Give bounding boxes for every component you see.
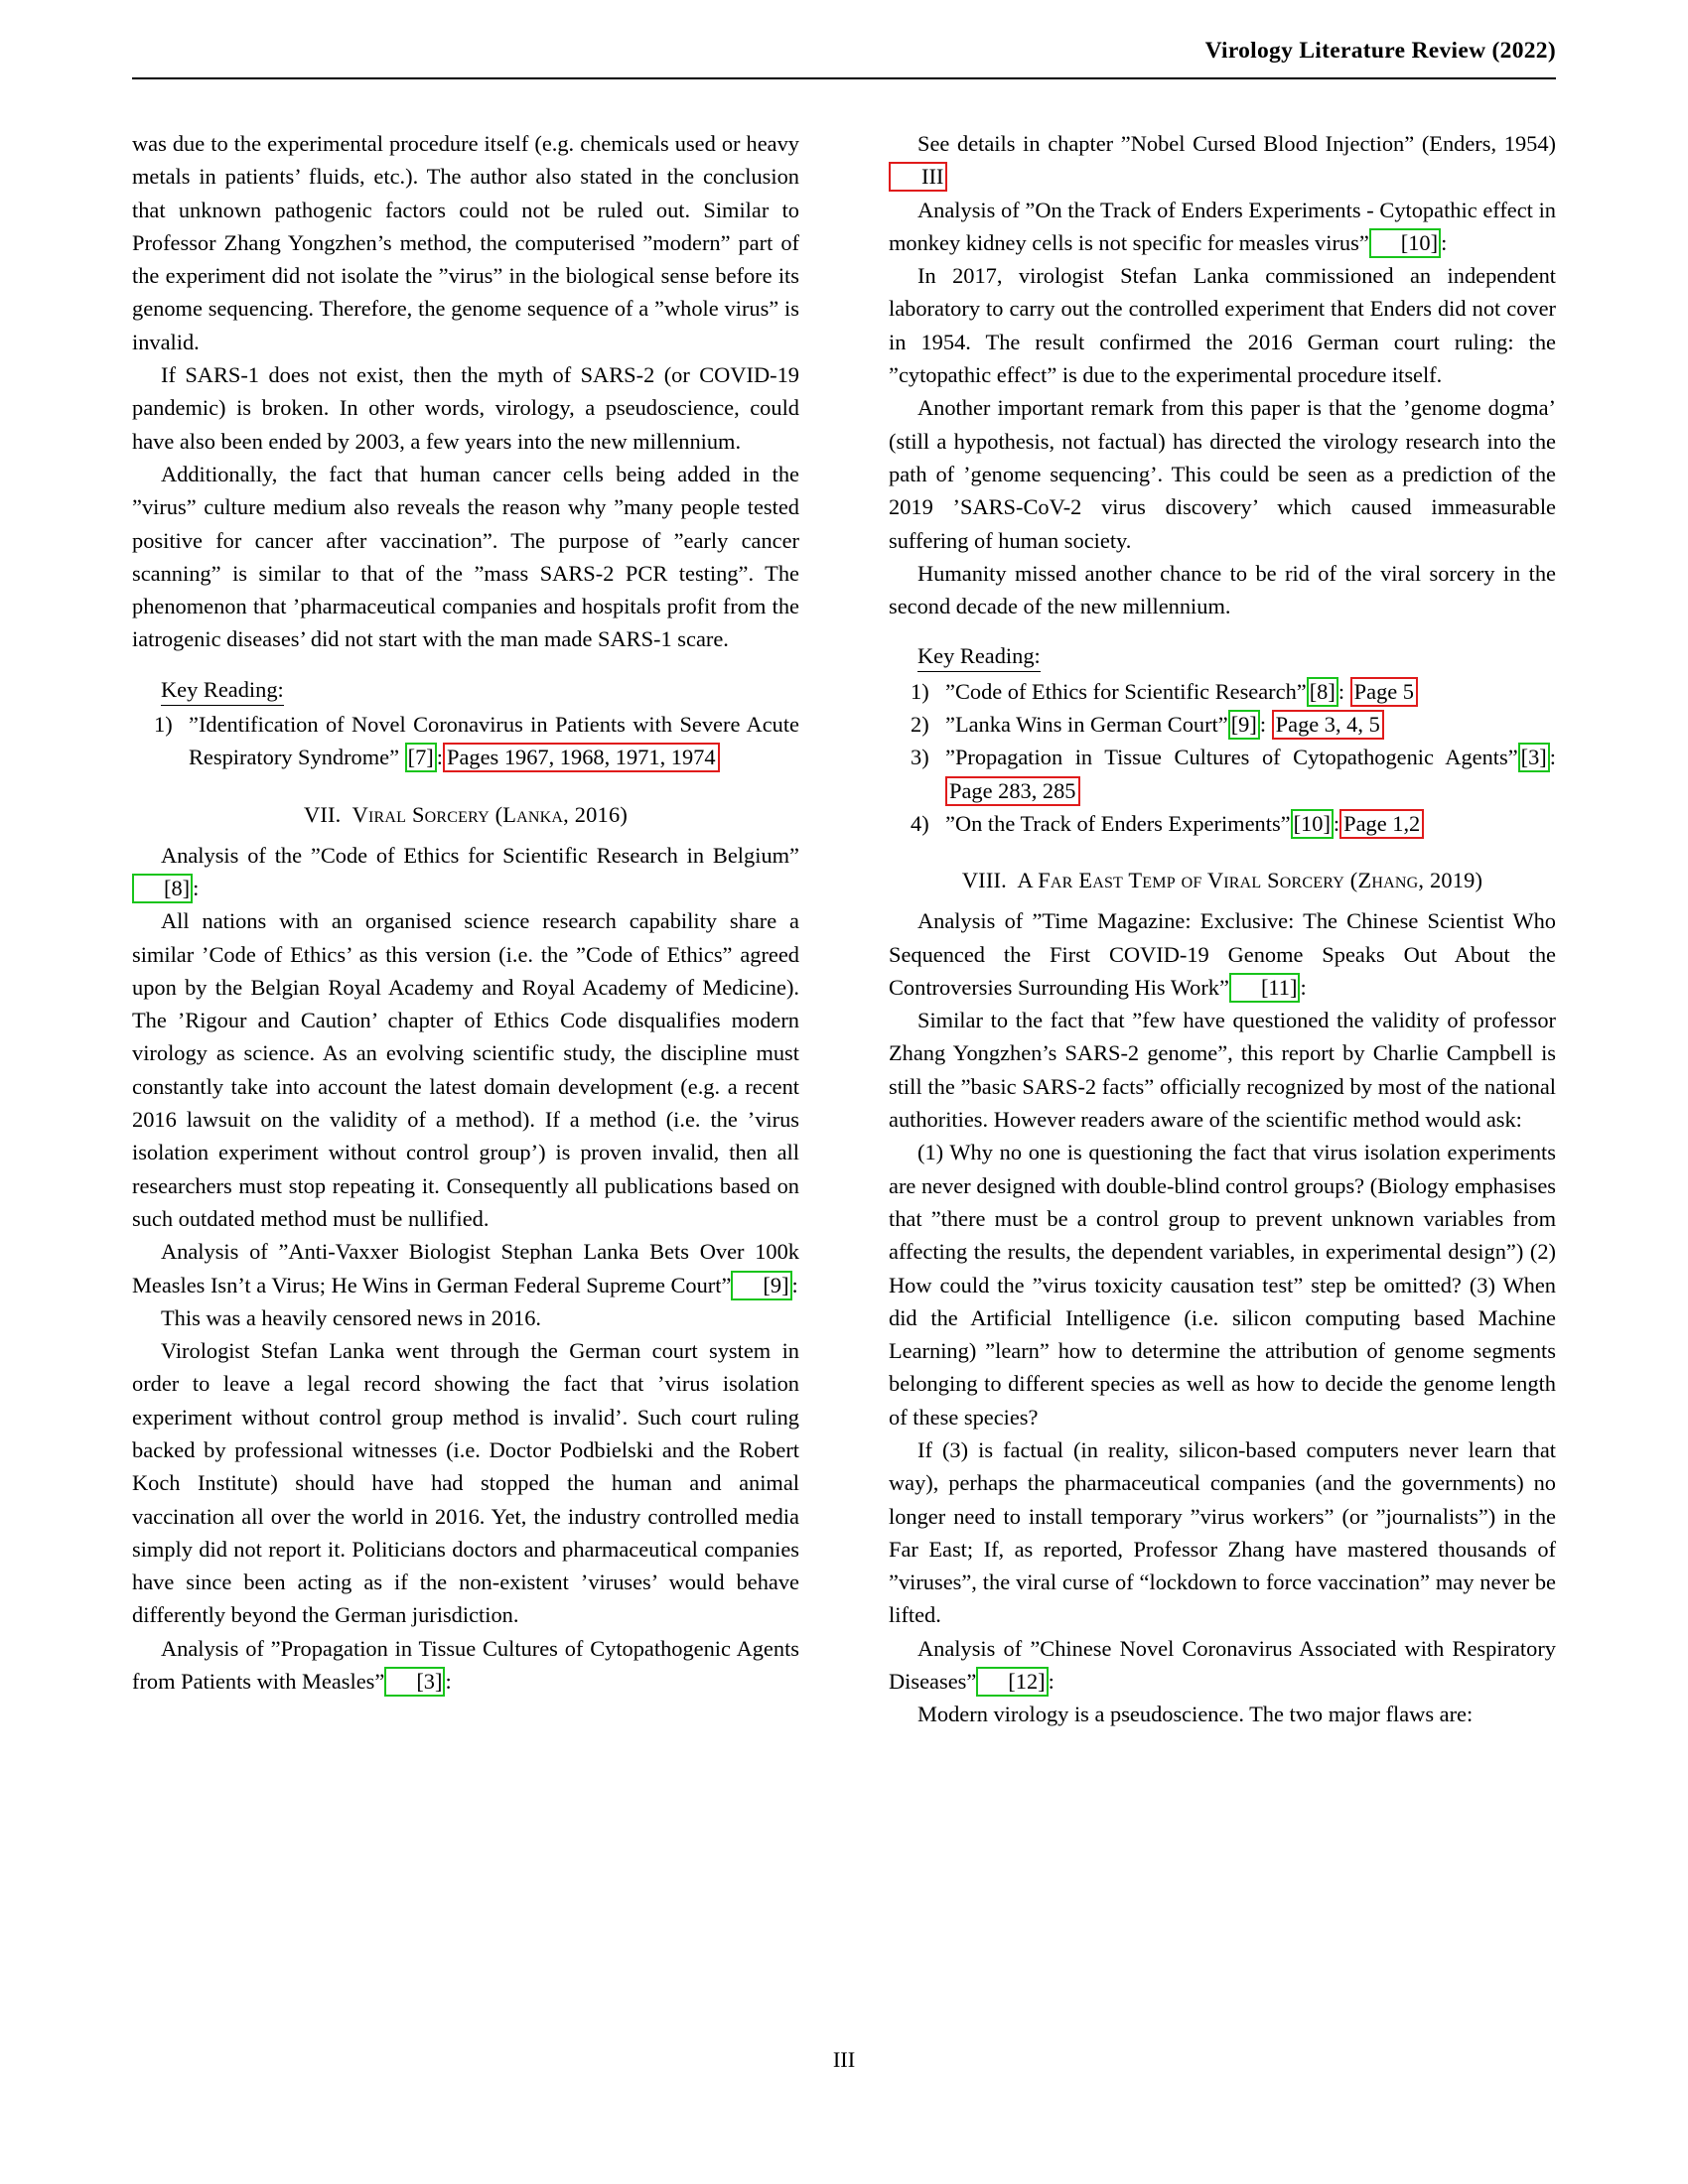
paragraph: Virologist Stefan Lanka went through the German court system in order to leave a legal record showing the fact that ’virus isolation experiment without control group method is invalid’. Such court ruling backed by professional witnesses (i.e. Doctor Podbielski and the Robert Koch Institute) should have had stopped the human and animal vaccination all over the world in 2016. Yet, the industry controlled media simply did not report it. Politicians doctors and pharmaceutical companies have since been acting as if the non-existent ’viruses’ would behave differently beyond the German jurisdiction. <box>132 1338 799 1628</box>
paragraph <box>132 1235 799 1301</box>
paragraph-text-tail: : <box>193 875 200 900</box>
section-number: VIII. <box>961 868 1007 893</box>
paragraph: If (3) is factual (in reality, silicon-based computers never learn that way), perhaps the pharmaceutical companies (and the governments) no longer need to install temporary ”virus workers” (or ”journalists”) in the Far East; If, as reported, Professor Zhang have mastered thousands of ”viruses”, the viral curse of “lockdown to force vaccination” may never be lifted. <box>889 1436 1556 1628</box>
citation-ref[interactable]: [10] <box>1291 809 1334 839</box>
page-reference[interactable]: Page 283, 285 <box>945 776 1080 806</box>
paragraph-text-tail: : <box>1300 974 1307 1000</box>
paragraph: Another important remark from this paper is that the ’genome dogma’ (still a hypothesis, not factual) has directed the virology research into the path of ’genome sequencing’. This could be seen as a prediction of the 2019 ’SARS-CoV-2 virus discovery’ which caused immeasurable suffering of human society. <box>889 395 1556 553</box>
section-heading-vii <box>132 799 799 830</box>
section-title: A Far East Temp of Viral Sorcery (Zhang, 2019) <box>1017 868 1483 893</box>
paragraph <box>132 839 799 905</box>
paragraph: Additionally, the fact that human cancer cells being added in the ”virus” culture medium also reveals the reason why ”many people tested positive for cancer after vaccination”. The purpose of ”early cancer scanning” is similar to that of the ”mass SARS-2 PCR testing”. The phenomenon that ’pharmaceutical companies and hospitals profit from the iatrogenic diseases’ did not start with the man made SARS-1 scare. <box>132 461 799 652</box>
paragraph <box>889 194 1556 260</box>
header-rule <box>132 77 1556 79</box>
list-item <box>889 741 1556 807</box>
list-item <box>889 675 1556 708</box>
list-item-separator: : <box>1259 712 1267 738</box>
left-column <box>132 127 799 1698</box>
list-item-separator: : <box>1337 678 1345 704</box>
paragraph <box>889 127 1556 194</box>
key-reading-list <box>889 675 1556 840</box>
paragraph <box>889 1632 1556 1699</box>
key-reading-title: Key Reading: <box>917 642 1041 672</box>
key-reading-block-right <box>889 639 1556 840</box>
two-column-body <box>132 127 1556 1993</box>
paragraph-text: Analysis of ”On the Track of Enders Experiments - Cytopathic effect in monkey kidney cells is not specific for measles virus” <box>889 197 1556 255</box>
paragraph-text: Analysis of ”Anti-Vaxxer Biologist Stephan Lanka Bets Over 100k Measles Isn’t a Virus; He Wins in German Federal Supreme Court” <box>132 1239 799 1297</box>
list-item <box>132 708 799 774</box>
list-item-label: 2) <box>911 712 929 738</box>
paragraph: All nations with an organised science research capability share a similar ’Code of Ethics’ as this version (i.e. the ”Code of Ethics” agreed upon by the Belgian Royal Academy and Royal Academy of Medicine). The ’Rigour and Caution’ chapter of Ethics Code disqualifies modern virology as science. As an evolving scientific study, the discipline must constantly take into account the latest domain development (e.g. a recent 2016 lawsuit on the validity of a method). If a method (i.e. the ’virus isolation experiment without control group’) is proven invalid, then all researchers must stop repeating it. Consequently all publications based on such outdated method must be nullified. <box>132 908 799 1231</box>
list-item-text: ”Identification of Novel Coronavirus in Patients with Severe Acute Respiratory Syndrome” <box>189 712 799 770</box>
paragraph: (1) Why no one is questioning the fact that virus isolation experiments are never designed with double-blind control groups? (Biology emphasises that ”there must be a control group to prevent unknown variables from affecting the results, the dependent variables, in experimental design”) (2) How could the ”virus toxicity causation test” step be omitted? (3) When did the Artificial Intelligence (i.e. silicon computing based Machine Learning) ”learn” how to determine the attribution of genome segments belonging to different species as well as how to decide the genome length of these species? <box>889 1140 1556 1430</box>
paragraph-text: Analysis of ”Chinese Novel Coronavirus Associated with Respiratory Diseases” <box>889 1635 1556 1695</box>
paragraph-text-tail: : <box>1048 1669 1055 1695</box>
running-head: Virology Literature Review (2022) <box>1204 38 1556 64</box>
right-column <box>889 127 1556 1731</box>
section-title: Viral Sorcery (Lanka, 2016) <box>352 801 629 827</box>
list-item <box>889 807 1556 840</box>
paragraph: Modern virology is a pseudoscience. The two major flaws are: <box>917 1702 1474 1727</box>
paragraph: Similar to the fact that ”few have questioned the validity of professor Zhang Yongzhen’s SARS-2 genome”, this report by Charlie Campbell is still the ”basic SARS-2 facts” officially recognized by most of the national authorities. However readers aware of the scientific method would ask: <box>889 1008 1556 1133</box>
citation-ref[interactable]: [3] <box>384 1667 445 1697</box>
list-item-label: 1) <box>911 678 929 704</box>
paragraph-text-tail: : <box>1441 229 1448 255</box>
page-reference[interactable]: Page 5 <box>1350 677 1418 707</box>
page-reference[interactable]: Page 1,2 <box>1339 809 1424 839</box>
paragraph: Humanity missed another chance to be rid of the viral sorcery in the second decade of the new millennium. <box>889 560 1556 619</box>
paragraph: In 2017, virologist Stefan Lanka commissioned an independent laboratory to carry out the controlled experiment that Enders did not cover in 1954. The result confirmed the 2016 German court ruling: the ”cytopathic effect” is due to the experimental procedure itself. <box>889 263 1556 388</box>
list-item-separator: : <box>436 745 443 770</box>
page-reference[interactable]: Pages 1967, 1968, 1971, 1974 <box>443 743 720 772</box>
paragraph: This was a heavily censored news in 2016. <box>161 1304 542 1330</box>
citation-ref[interactable]: [11] <box>1229 973 1300 1003</box>
list-item-separator: : <box>1333 810 1340 836</box>
citation-ref[interactable]: [9] <box>731 1271 791 1300</box>
list-item-label: 1) <box>154 712 173 738</box>
page-reference[interactable]: Page 3, 4, 5 <box>1272 710 1384 740</box>
key-reading-block-left <box>132 673 799 774</box>
paragraph <box>132 1632 799 1699</box>
key-reading-list <box>132 708 799 774</box>
citation-ref[interactable]: [8] <box>1307 677 1338 707</box>
citation-ref[interactable]: [9] <box>1228 710 1260 740</box>
page-folio: III <box>832 2047 856 2072</box>
section-number: VII. <box>303 801 342 827</box>
paragraph-text: Analysis of ”Propagation in Tissue Cultures of Cytopathogenic Agents from Patients with Measles” <box>132 1635 799 1695</box>
paragraph: If SARS-1 does not exist, then the myth of SARS-2 (or COVID-19 pandemic) is broken. In other words, virology, a pseudoscience, could have also been ended by 2003, a few years into the new millennium. <box>132 362 799 454</box>
citation-ref[interactable]: [10] <box>1369 228 1441 258</box>
list-item-separator: : <box>1549 745 1556 770</box>
paragraph-text: Analysis of ”Time Magazine: Exclusive: The Chinese Scientist Who Sequenced the First COVID-19 Genome Speaks Out About the Controversies Surrounding His Work” <box>889 908 1556 1000</box>
list-item-label: 3) <box>911 745 929 770</box>
paragraph-text: See details in chapter ”Nobel Cursed Blood Injection” (Enders, 1954) <box>917 131 1556 156</box>
page-reference[interactable]: III <box>889 162 947 192</box>
list-item-text: ”Propagation in Tissue Cultures of Cytopathogenic Agents” <box>945 745 1518 770</box>
citation-ref[interactable]: [3] <box>1518 743 1550 772</box>
list-item <box>889 708 1556 741</box>
citation-ref[interactable]: [7] <box>405 743 437 772</box>
list-item-label: 4) <box>911 810 929 836</box>
paragraph-text-tail: : <box>445 1669 452 1695</box>
list-item-text: ”Lanka Wins in German Court” <box>945 712 1228 738</box>
key-reading-title: Key Reading: <box>161 676 284 706</box>
paragraph-text: Analysis of the ”Code of Ethics for Scientific Research in Belgium” <box>161 842 799 868</box>
citation-ref[interactable]: [12] <box>976 1667 1048 1697</box>
paragraph <box>889 904 1556 1004</box>
citation-ref[interactable]: [8] <box>132 874 193 903</box>
list-item-text: ”Code of Ethics for Scientific Research” <box>945 678 1307 704</box>
section-heading-viii <box>889 865 1556 895</box>
paragraph: was due to the experimental procedure itself (e.g. chemicals used or heavy metals in patients’ fluids, etc.). The author also stated in the conclusion that unknown pathogenic factors could not be ruled out. Similar to Professor Zhang Yongzhen’s method, the computerised ”modern” part of the experiment did not isolate the ”virus” in the biological sense before its genome sequencing. Therefore, the genome sequence of a ”whole virus” is invalid. <box>132 131 799 354</box>
list-item-text: ”On the Track of Enders Experiments” <box>945 810 1291 836</box>
paragraph-text-tail: : <box>791 1272 798 1297</box>
